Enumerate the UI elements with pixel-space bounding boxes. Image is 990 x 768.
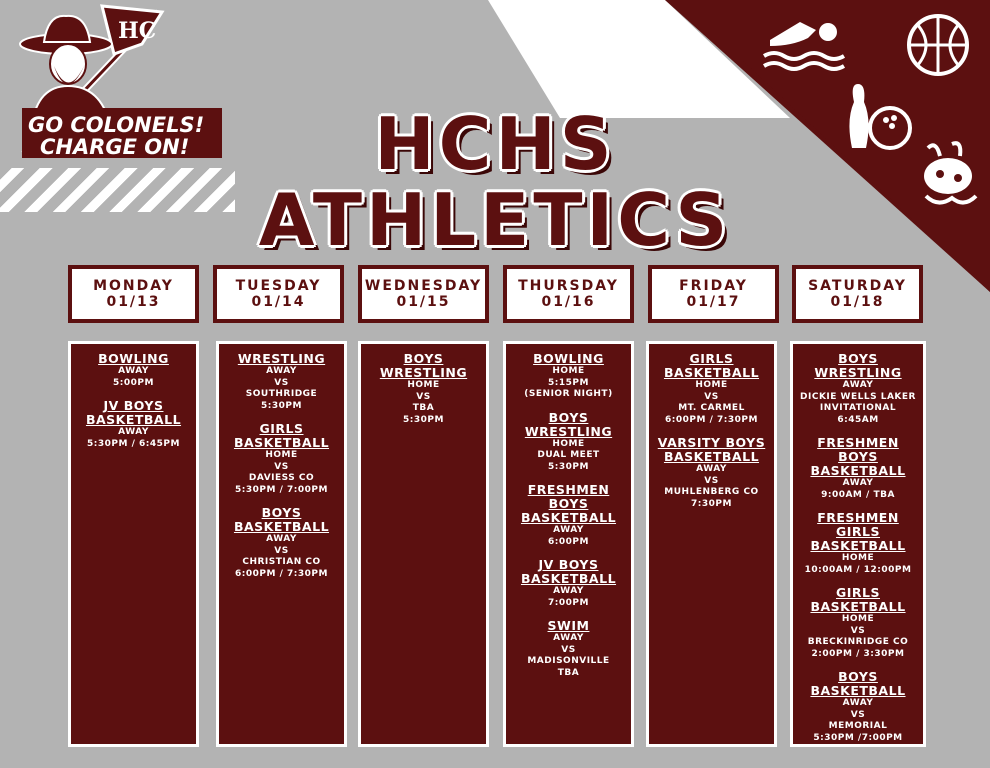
event-item — [649, 436, 774, 510]
day-header-thursday — [503, 265, 634, 323]
event-title: FRESHMEN — [817, 435, 899, 450]
event-item — [793, 436, 923, 501]
event-detail: VS — [704, 475, 719, 486]
flag-mark: HC — [118, 18, 157, 44]
event-title: BOYS — [548, 496, 589, 511]
event-detail: AWAY — [118, 366, 149, 376]
event-detail: MADISONVILLE — [527, 656, 610, 666]
day-date: 01/17 — [686, 294, 741, 310]
event-item — [506, 483, 631, 548]
event-title: BOWLING — [533, 351, 604, 366]
event-detail: VS — [274, 545, 289, 556]
event-detail: 6:00PM / 7:30PM — [665, 414, 758, 425]
event-item — [219, 506, 344, 580]
event-detail: HOME — [265, 450, 298, 460]
event-title: BASKETBALL — [810, 599, 906, 614]
event-detail: 7:00PM — [548, 597, 589, 608]
event-title: BASKETBALL — [810, 463, 906, 478]
event-detail: INVITATIONAL — [819, 403, 897, 413]
event-title: BOYS — [838, 449, 878, 464]
day-header-tuesday — [213, 265, 344, 323]
event-detail: 6:45AM — [837, 414, 879, 425]
event-detail: AWAY — [553, 586, 584, 596]
event-detail: VS — [416, 391, 431, 402]
event-detail: AWAY — [842, 478, 874, 488]
event-title: BASKETBALL — [810, 683, 906, 698]
day-name: MONDAY — [93, 278, 174, 294]
day-date: 01/18 — [830, 294, 885, 310]
day-date: 01/14 — [251, 294, 306, 310]
event-title: BOYS — [403, 351, 444, 366]
day-name: FRIDAY — [679, 278, 748, 294]
event-detail: 5:30PM /7:00PM — [813, 732, 903, 743]
event-title: GIRLS — [835, 585, 880, 600]
event-item — [71, 399, 196, 450]
event-detail: HOME — [552, 366, 585, 376]
event-item — [506, 558, 631, 609]
day-date: 01/15 — [396, 294, 451, 310]
event-detail: 7:30PM — [691, 498, 732, 509]
swimmer-icon — [760, 6, 850, 72]
event-title: WRESTLING — [379, 365, 468, 380]
event-title: BOYS — [838, 351, 878, 366]
event-title: BOYS — [548, 409, 589, 425]
event-detail: 2:00PM / 3:30PM — [811, 648, 905, 659]
event-detail: DICKIE WELLS LAKER — [800, 391, 916, 402]
event-detail: AWAY — [553, 525, 584, 535]
hat-icon — [44, 16, 90, 42]
event-title: BOWLING — [98, 351, 169, 366]
event-title: BASKETBALL — [233, 435, 330, 450]
event-detail: MUHLENBERG CO — [664, 487, 759, 497]
event-detail: 9:00AM / TBA — [821, 489, 895, 500]
event-item — [793, 586, 923, 660]
event-detail: 5:00PM — [113, 377, 154, 388]
event-detail: AWAY — [842, 380, 874, 390]
event-title: BASKETBALL — [663, 365, 760, 380]
day-name: THURSDAY — [518, 278, 619, 294]
event-title: BASKETBALL — [520, 571, 617, 586]
event-detail: CHRISTIAN CO — [242, 557, 321, 567]
event-item — [793, 352, 923, 426]
day-header-friday — [648, 265, 779, 323]
event-detail: HOME — [407, 380, 440, 390]
event-detail: DAVIESS CO — [248, 473, 315, 483]
bowling-icon — [842, 80, 912, 152]
title-line-2: ATHLETICS — [258, 178, 732, 262]
event-detail: 5:30PM — [261, 400, 302, 411]
event-detail: VS — [561, 644, 576, 655]
title-line-1: HCHS — [374, 102, 616, 186]
event-detail: VS — [850, 709, 866, 720]
day-name: TUESDAY — [235, 278, 322, 294]
event-item — [219, 422, 344, 496]
day-header-saturday — [792, 265, 923, 323]
event-detail: VS — [850, 625, 866, 636]
event-item — [506, 411, 631, 474]
event-detail: TBA — [412, 403, 435, 413]
event-item — [793, 670, 923, 744]
event-title: SWIM — [547, 618, 590, 633]
event-title: JV BOYS — [103, 398, 164, 413]
event-detail: DUAL MEET — [537, 450, 600, 460]
event-detail: HOME — [841, 614, 875, 624]
event-title: GIRLS — [835, 524, 880, 539]
event-detail: AWAY — [118, 427, 149, 437]
event-title: BASKETBALL — [233, 519, 330, 534]
slogan-line-1: GO COLONELS! — [28, 113, 205, 137]
schedule-column-tuesday — [216, 341, 347, 747]
day-date: 01/16 — [541, 294, 596, 310]
schedule-column-friday — [646, 341, 777, 747]
event-detail: 6:00PM / 7:30PM — [235, 568, 328, 579]
schedule-column-monday — [68, 341, 199, 747]
event-title: GIRLS — [259, 421, 304, 436]
event-title: WRESTLING — [524, 423, 613, 439]
event-title: FRESHMEN — [527, 482, 610, 497]
slogan-line-2: CHARGE ON! — [40, 135, 190, 159]
schedule-column-saturday — [790, 341, 926, 747]
event-detail: HOME — [695, 380, 728, 390]
event-item — [71, 352, 196, 389]
event-detail: HOME — [841, 553, 875, 563]
event-title: JV BOYS — [538, 557, 599, 572]
event-title: BASKETBALL — [85, 412, 182, 427]
day-header-wednesday — [358, 265, 489, 323]
event-detail: 5:30PM — [403, 414, 444, 425]
event-detail: 6:00PM — [548, 536, 589, 547]
event-item — [793, 511, 923, 576]
event-item — [649, 352, 774, 426]
event-item — [506, 619, 631, 679]
event-detail: BRECKINRIDGE CO — [807, 637, 909, 647]
event-detail: HOME — [552, 438, 585, 449]
event-detail: VS — [704, 391, 719, 402]
event-detail: (SENIOR NIGHT) — [524, 389, 613, 399]
event-detail: 5:30PM / 6:45PM — [87, 438, 180, 449]
day-name: SATURDAY — [808, 278, 907, 294]
event-title: GIRLS — [689, 351, 734, 366]
event-title: BASKETBALL — [663, 449, 760, 464]
event-detail: AWAY — [842, 698, 874, 708]
day-name: WEDNESDAY — [364, 278, 483, 294]
schedule-column-thursday — [503, 341, 634, 747]
event-title: BOYS — [261, 505, 302, 520]
event-title: WRESTLING — [814, 365, 902, 380]
event-detail: 5:15PM — [548, 377, 589, 388]
event-title: WRESTLING — [237, 351, 326, 366]
event-title: VARSITY BOYS — [657, 435, 766, 450]
event-detail: MEMORIAL — [828, 721, 888, 731]
event-detail: AWAY — [553, 633, 584, 643]
day-header-monday — [68, 265, 199, 323]
event-detail: VS — [274, 377, 289, 388]
event-item — [506, 352, 631, 401]
event-item — [361, 352, 486, 426]
event-detail: SOUTHRIDGE — [245, 389, 318, 399]
schedule-column-wednesday — [358, 341, 489, 747]
event-detail: 10:00AM / 12:00PM — [804, 564, 912, 575]
event-title: BASKETBALL — [520, 510, 617, 525]
event-detail: AWAY — [696, 464, 727, 474]
event-detail: VS — [274, 461, 289, 472]
basketball-icon — [905, 12, 971, 78]
day-date: 01/13 — [106, 294, 161, 310]
event-title: FRESHMEN — [817, 510, 899, 525]
event-item — [219, 352, 344, 412]
event-detail: MT. CARMEL — [678, 403, 745, 413]
event-detail: 5:30PM / 7:00PM — [235, 484, 328, 495]
event-detail: TBA — [557, 667, 580, 678]
event-title: BASKETBALL — [810, 538, 906, 553]
wrestling-icon — [918, 138, 984, 210]
event-detail: AWAY — [266, 534, 297, 544]
event-title: BOYS — [838, 669, 878, 684]
event-detail: AWAY — [266, 366, 297, 376]
event-detail: 5:30PM — [548, 461, 589, 472]
